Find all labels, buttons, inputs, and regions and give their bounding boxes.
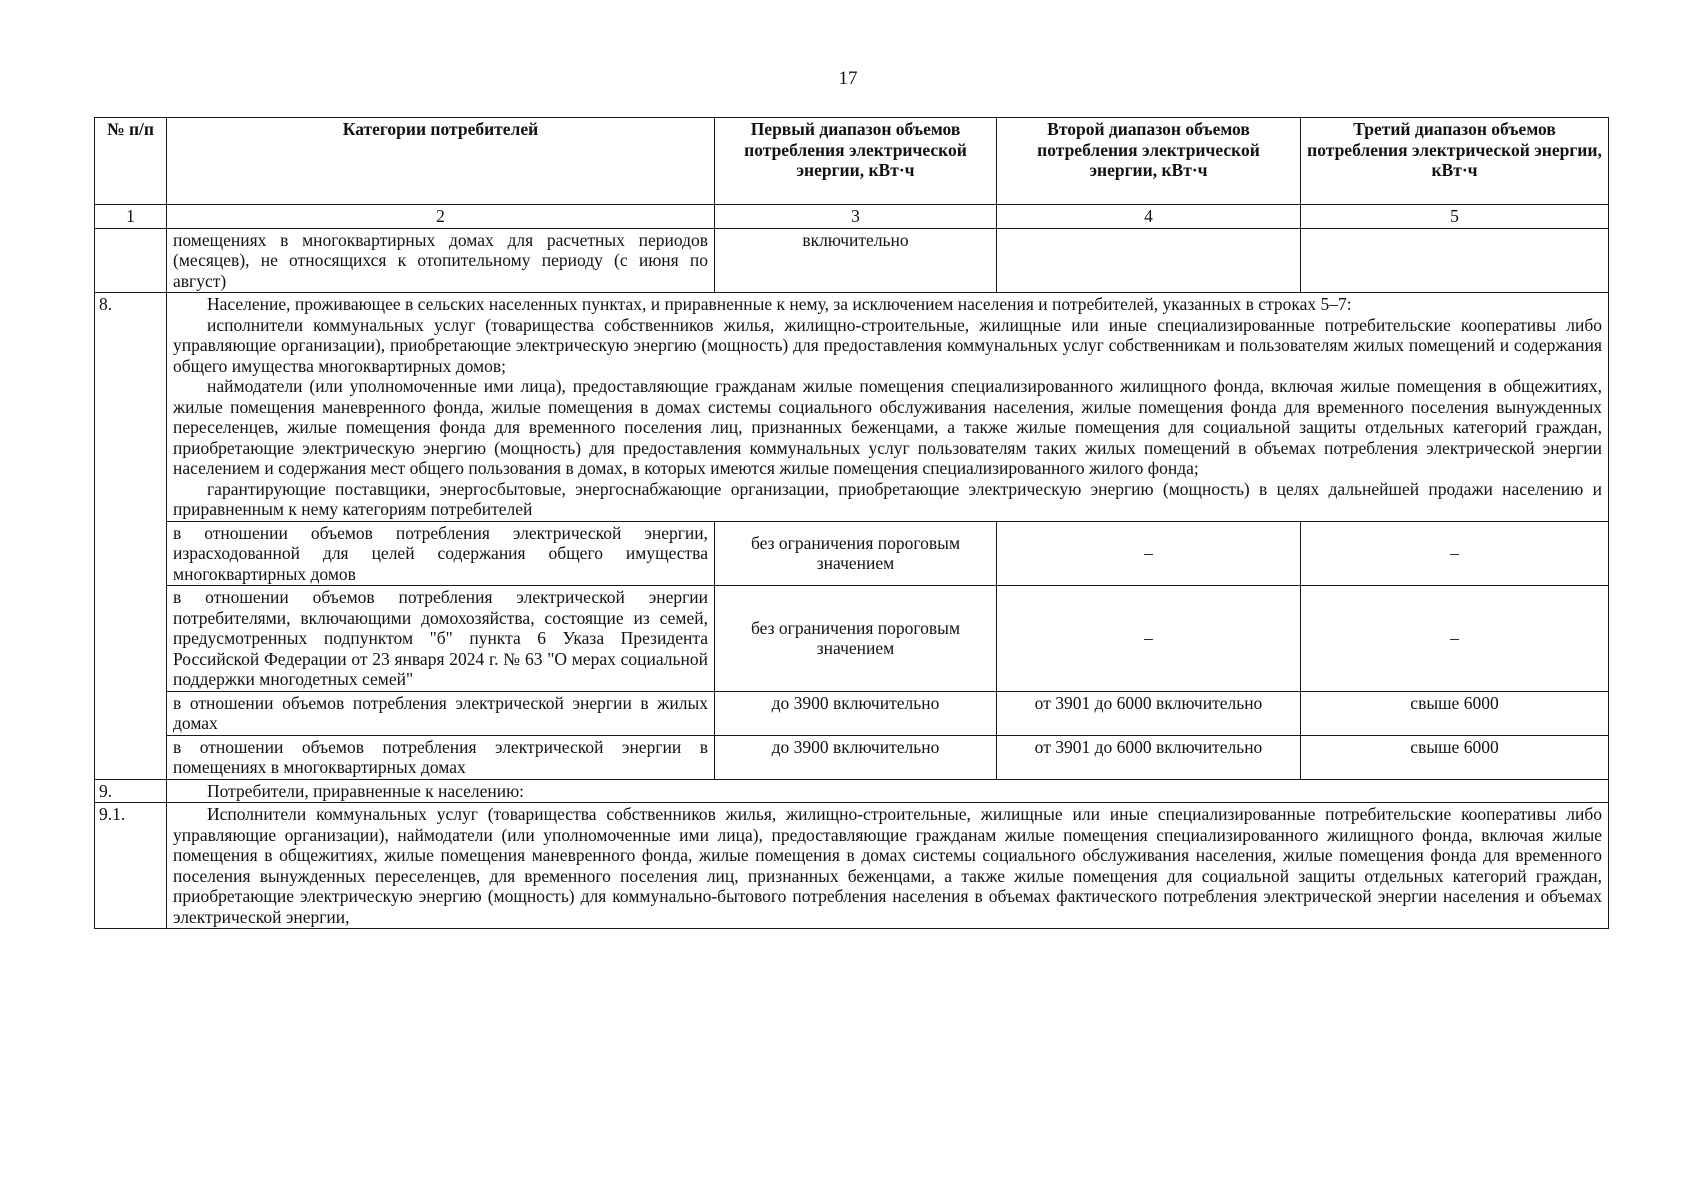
- range3-cell: свыше 6000: [1301, 735, 1609, 779]
- table-row-9-1: [95, 803, 1609, 929]
- row-number: 8.: [95, 293, 167, 780]
- range3-cell: –: [1301, 521, 1609, 586]
- category-cell: в отношении объемов потребления электрической энергии, израсходованной для целей содержания общего имущества многоквартирных домов: [167, 521, 715, 586]
- category-cell: в отношении объемов потребления электрической энергии в помещениях в многоквартирных домах: [167, 735, 715, 779]
- table-header-row: [95, 118, 1609, 205]
- table-row-9: [95, 779, 1609, 803]
- row-num-empty: [95, 228, 167, 293]
- row91-description: [167, 803, 1609, 929]
- row8-paragraph: Население, проживающее в сельских населенных пунктах, и приравненные к нему, за исключением населения и потребителей, указанных в строках 5–7:: [207, 294, 1352, 314]
- range1-cell: без ограничения пороговым значением: [715, 586, 997, 692]
- tariff-table: [94, 117, 1609, 929]
- row8-paragraph: исполнители коммунальных услуг (товарищества собственников жилья, жилищно-строительные, жилищные или иные специализированные потребительские кооперативы либо управляющие организации), приобретающие электрическую энергию (мощность) для предоставления коммунальных услуг собственникам и пользователям жилых помещений и содержания общего имущества многоквартирных домов;: [173, 314, 1602, 376]
- column-number: 2: [167, 205, 715, 229]
- column-number-row: [95, 205, 1609, 229]
- row9-paragraph: Потребители, приравненные к населению:: [207, 780, 525, 801]
- table-row-continued: [95, 228, 1609, 293]
- table-row-8-sub: [95, 691, 1609, 735]
- header-category: Категории потребителей: [167, 118, 715, 205]
- row-number: 9.1.: [95, 803, 167, 929]
- category-cell: в отношении объемов потребления электрической энергии потребителями, включающими домохозяйства, состоящие из семей, предусмотренных подпунктом "б" пункта 6 Указа Президента Российской Федерации от 23 января 2024 г. № 63 "О мерах социальной поддержки многодетных семей": [167, 586, 715, 692]
- range2-cell: от 3901 до 6000 включительно: [997, 735, 1301, 779]
- row8-description: [167, 293, 1609, 522]
- range2-cell: [997, 228, 1301, 293]
- category-cell: в отношении объемов потребления электрической энергии в жилых домах: [167, 691, 715, 735]
- header-range3: Третий диапазон объемов потребления электрической энергии, кВт·ч: [1301, 118, 1609, 205]
- table-row-8-sub: [95, 521, 1609, 586]
- table-row-8: [95, 293, 1609, 522]
- range3-cell: –: [1301, 586, 1609, 692]
- row8-paragraph: гарантирующие поставщики, энергосбытовые, энергоснабжающие организации, приобретающие электрическую энергию (мощность) в целях дальнейшей продажи населению и приравненным к нему категориям потребителей: [173, 478, 1602, 519]
- range2-cell: от 3901 до 6000 включительно: [997, 691, 1301, 735]
- row-number: 9.: [95, 779, 167, 803]
- range1-cell: без ограничения пороговым значением: [715, 521, 997, 586]
- range3-cell: свыше 6000: [1301, 691, 1609, 735]
- table-row-8-sub: [95, 586, 1609, 692]
- row91-paragraph: Исполнители коммунальных услуг (товарищества собственников жилья, жилищно-строительные, жилищные или иные специализированные потребительские кооперативы либо управляющие организации), наймодатели (или уполномоченные ими лица), предоставляющие гражданам жилые помещения специализированного жилищного фонда, включая жилые помещения в общежитиях, жилые помещения маневренного фонда, жилые помещения в домах системы социального обслуживания населения, жилые помещения фонда для временного поселения вынужденных переселенцев, для временного поселения лиц, признанных беженцами, а также жилые помещения для социальной защиты отдельных категорий граждан, приобретающие электрическую энергию (мощность) для коммунально-бытового потребления населения в объемах фактического потребления электрической энергии населения и объемах электрической энергии,: [173, 804, 1602, 927]
- range1-cell: до 3900 включительно: [715, 691, 997, 735]
- range2-cell: –: [997, 521, 1301, 586]
- range3-cell: [1301, 228, 1609, 293]
- page-number: 17: [838, 68, 858, 89]
- range2-cell: –: [997, 586, 1301, 692]
- header-num: № п/п: [95, 118, 167, 205]
- category-cell: помещениях в многоквартирных домах для расчетных периодов (месяцев), не относящихся к отопительному периоду (с июня по август): [167, 228, 715, 293]
- column-number: 5: [1301, 205, 1609, 229]
- header-range1: Первый диапазон объемов потребления электрической энергии, кВт·ч: [715, 118, 997, 205]
- header-range2: Второй диапазон объемов потребления электрической энергии, кВт·ч: [997, 118, 1301, 205]
- column-number: 3: [715, 205, 997, 229]
- table-row-8-sub: [95, 735, 1609, 779]
- column-number: 1: [95, 205, 167, 229]
- range1-cell: включительно: [715, 228, 997, 293]
- range1-cell: до 3900 включительно: [715, 735, 997, 779]
- column-number: 4: [997, 205, 1301, 229]
- row9-description: [167, 779, 1609, 803]
- row8-paragraph: наймодатели (или уполномоченные ими лица), предоставляющие гражданам жилые помещения специализированного жилищного фонда, включая жилые помещения в общежитиях, жилые помещения маневренного фонда, жилые помещения в домах системы социального обслуживания населения, жилые помещения фонда для временного поселения вынужденных переселенцев, жилые помещения фонда для временного поселения лиц, признанных беженцами, а также жилые помещения для социальной защиты отдельных категорий граждан, приобретающие электрическую энергию (мощность) для предоставления коммунальных услуг пользователям таких жилых помещений в объемах потребления электрической энергии населением и содержания мест общего пользования в домах, в которых имеются жилые помещения специализированного жилого фонда;: [173, 376, 1602, 478]
